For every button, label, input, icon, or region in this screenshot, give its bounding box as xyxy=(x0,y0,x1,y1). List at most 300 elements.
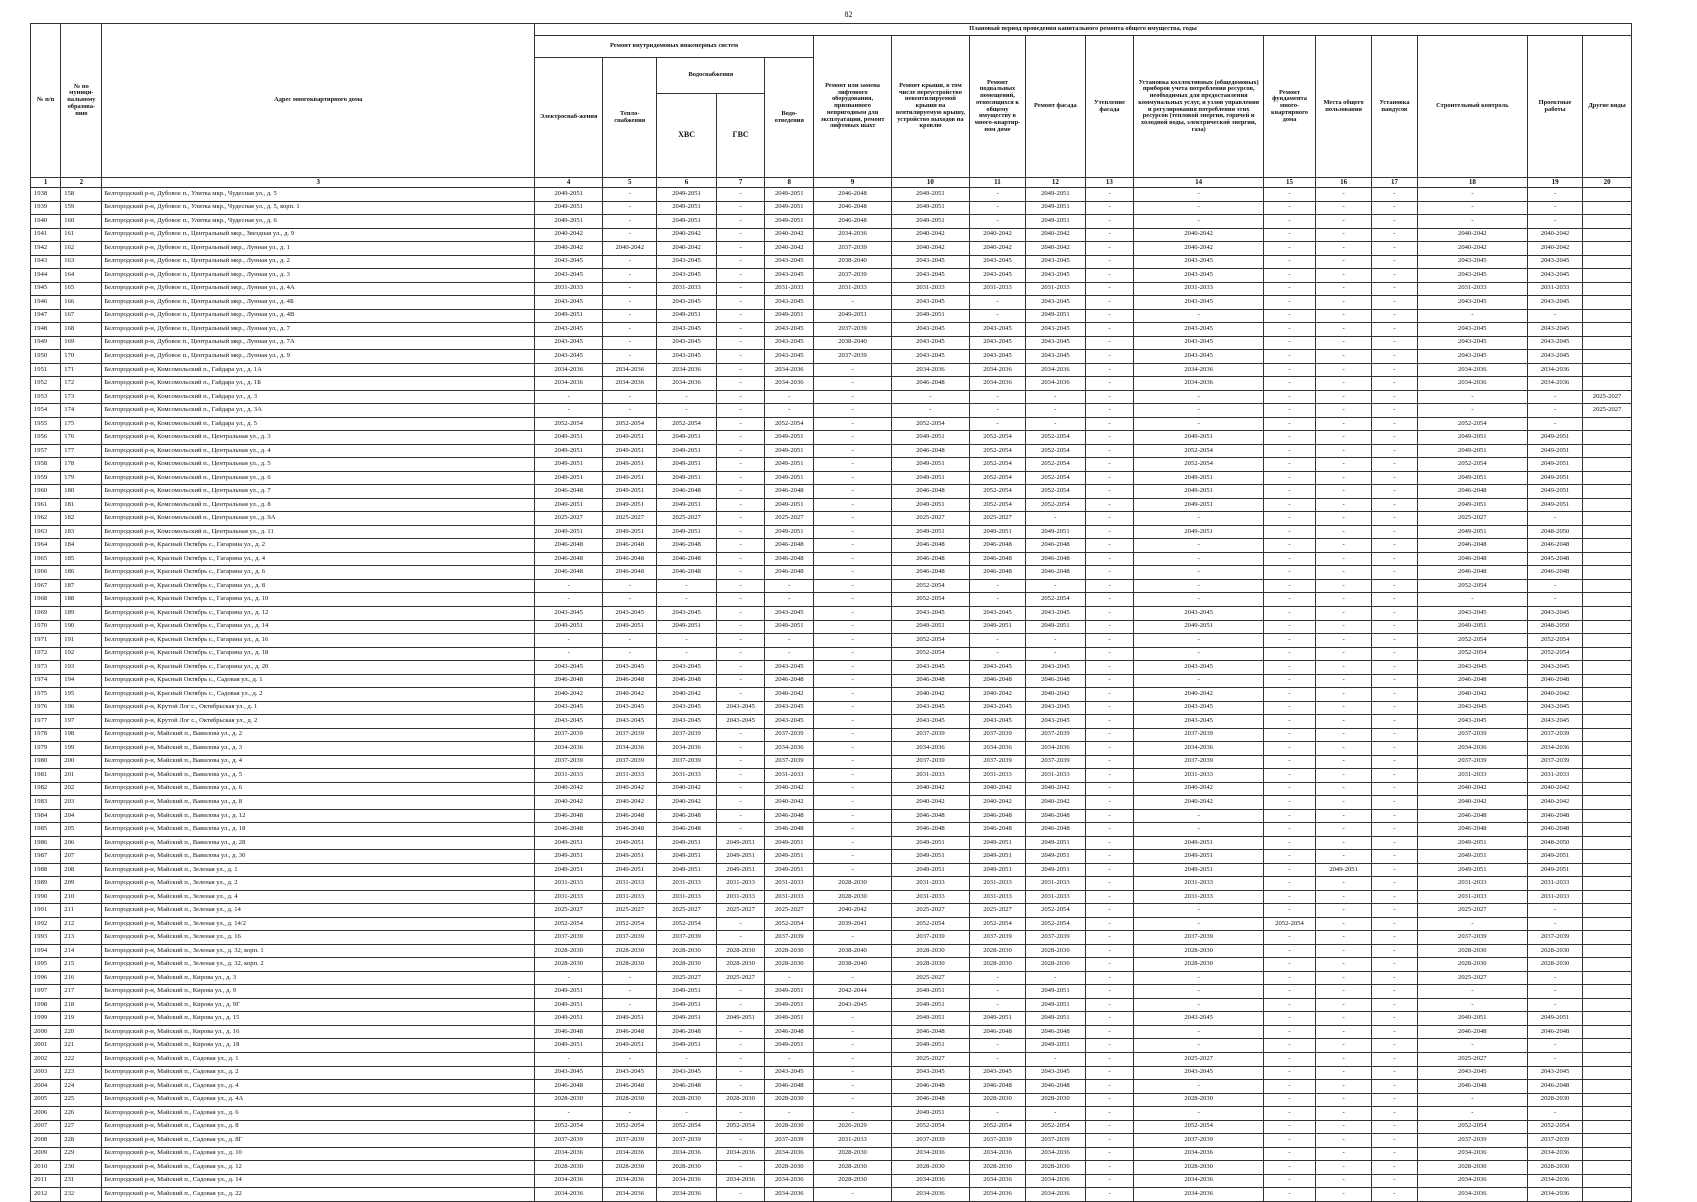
table-row xyxy=(31,688,1632,702)
table-cell: - xyxy=(1264,309,1316,323)
table-cell: - xyxy=(657,579,716,593)
table-cell: - xyxy=(1372,661,1417,675)
table-cell: 2028-2030 xyxy=(603,1093,657,1107)
table-cell: 2052-2054 xyxy=(969,1120,1025,1134)
table-cell: - xyxy=(1315,323,1371,337)
table-cell: - xyxy=(1372,823,1417,837)
table-cell: 1981 xyxy=(31,769,61,783)
table-cell: - xyxy=(969,404,1025,418)
table-cell: 2043-2045 xyxy=(1026,269,1085,283)
table-cell: - xyxy=(1264,796,1316,810)
table-cell: - xyxy=(1264,809,1316,823)
table-cell: 2049-2051 xyxy=(603,836,657,850)
table-cell: - xyxy=(1085,282,1134,296)
table-cell: - xyxy=(603,985,657,999)
table-cell: 164 xyxy=(61,269,102,283)
table-cell: - xyxy=(1372,539,1417,553)
table-cell: 2025-2027 xyxy=(657,512,716,526)
table-cell: 2037-2039 xyxy=(891,755,969,769)
table-cell: 2028-2030 xyxy=(1026,958,1085,972)
table-cell: - xyxy=(657,1053,716,1067)
table-row xyxy=(31,458,1632,472)
table-cell: 2043-2045 xyxy=(891,606,969,620)
table-cell: - xyxy=(1372,1039,1417,1053)
table-cell: - xyxy=(1085,458,1134,472)
table-cell: 2043-2045 xyxy=(1527,255,1582,269)
table-cell: - xyxy=(603,269,657,283)
table-cell: Белгородский р-н, Дубовое п., Улитка мкр., Чудесная ул., д. 5 xyxy=(102,188,535,202)
table-cell: 2040-2042 xyxy=(891,782,969,796)
table-cell: - xyxy=(716,539,765,553)
table-cell: - xyxy=(1315,836,1371,850)
table-cell: Белгородский р-н, Дубовое п., Центральный мкр., Лунная ул., д. 1 xyxy=(102,242,535,256)
table-cell: 2028-2030 xyxy=(657,958,716,972)
table-cell: 2034-2036 xyxy=(765,1174,814,1188)
table-cell: - xyxy=(814,458,892,472)
table-cell: 2046-2048 xyxy=(1026,1025,1085,1039)
table-cell: 2052-2054 xyxy=(1527,647,1582,661)
table-cell: 2034-2036 xyxy=(1527,1188,1582,1202)
table-cell: Белгородский р-н, Майский п., Вавилова ул., д. 28 xyxy=(102,836,535,850)
table-cell: - xyxy=(1264,485,1316,499)
table-cell: - xyxy=(1085,525,1134,539)
table-cell: - xyxy=(1085,552,1134,566)
table-cell: Белгородский р-н, Майский п., Зеленая ул., д. 2 xyxy=(102,877,535,891)
table-cell: - xyxy=(1085,1107,1134,1121)
column-number-row xyxy=(31,178,1632,188)
table-cell: 2006 xyxy=(31,1107,61,1121)
table-cell: - xyxy=(1134,1107,1264,1121)
table-cell: 2040-2042 xyxy=(765,242,814,256)
table-cell xyxy=(1583,661,1632,675)
table-cell: 2049-2051 xyxy=(891,998,969,1012)
table-cell: 1960 xyxy=(31,485,61,499)
table-cell: - xyxy=(1085,404,1134,418)
table-cell: 215 xyxy=(61,958,102,972)
table-cell: 2043-2045 xyxy=(891,323,969,337)
table-cell: 2049-2051 xyxy=(765,444,814,458)
table-cell: - xyxy=(814,498,892,512)
table-cell: 2049-2051 xyxy=(657,1012,716,1026)
table-cell: 2040-2042 xyxy=(1026,242,1085,256)
table-cell: 2028-2030 xyxy=(535,944,603,958)
table-cell: - xyxy=(1315,269,1371,283)
table-cell: - xyxy=(814,404,892,418)
table-cell xyxy=(1583,269,1632,283)
table-cell: 1991 xyxy=(31,904,61,918)
table-cell: - xyxy=(1315,1012,1371,1026)
table-cell: 1961 xyxy=(31,498,61,512)
table-cell: 170 xyxy=(61,350,102,364)
table-cell: - xyxy=(969,634,1025,648)
table-cell: - xyxy=(1264,606,1316,620)
table-cell: - xyxy=(1264,661,1316,675)
table-cell: 2046-2048 xyxy=(535,823,603,837)
table-cell: 2037-2039 xyxy=(535,728,603,742)
table-cell: - xyxy=(1264,404,1316,418)
table-cell xyxy=(1583,431,1632,445)
table-cell: Белгородский р-н, Майский п., Вавилова ул., д. 30 xyxy=(102,850,535,864)
header-basement: Ремонт подвальных помещений, относящихся к общему имуществу в много-квартир-ном доме xyxy=(969,36,1025,178)
table-cell: 2031-2033 xyxy=(891,282,969,296)
table-cell: 2049-2051 xyxy=(535,444,603,458)
table-cell: 2049-2051 xyxy=(1026,850,1085,864)
table-row xyxy=(31,620,1632,634)
table-cell: 1978 xyxy=(31,728,61,742)
table-cell: - xyxy=(535,404,603,418)
table-cell: 2046-2048 xyxy=(1026,809,1085,823)
table-cell: 218 xyxy=(61,998,102,1012)
table-cell: - xyxy=(1372,1053,1417,1067)
table-cell: 2034-2036 xyxy=(603,377,657,391)
table-cell: 2028-2030 xyxy=(814,1161,892,1175)
table-cell: 2037-2039 xyxy=(765,1134,814,1148)
table-cell: - xyxy=(1085,593,1134,607)
table-cell: 2049-2051 xyxy=(657,188,716,202)
table-cell: 2040-2042 xyxy=(1134,688,1264,702)
header-lift: Ремонт или замена лифтового оборудования, признанного непригодным для эксплуатации, ремонт лифтовых шахт xyxy=(814,36,892,178)
table-cell: 1952 xyxy=(31,377,61,391)
table-cell: 1966 xyxy=(31,566,61,580)
table-cell: 2049-2051 xyxy=(716,863,765,877)
table-cell: 2037-2039 xyxy=(535,1134,603,1148)
table-cell: 2049-2051 xyxy=(535,471,603,485)
table-cell xyxy=(1583,823,1632,837)
table-cell: 2049-2051 xyxy=(765,1012,814,1026)
table-cell: - xyxy=(603,404,657,418)
table-cell: - xyxy=(1264,1066,1316,1080)
table-cell: 2046-2048 xyxy=(891,1093,969,1107)
table-cell: - xyxy=(1085,796,1134,810)
table-cell: 2046-2048 xyxy=(535,552,603,566)
table-cell: 2031-2033 xyxy=(1134,282,1264,296)
table-cell: 186 xyxy=(61,566,102,580)
table-cell: 2025-2027 xyxy=(657,971,716,985)
table-cell: - xyxy=(716,282,765,296)
table-cell: 2040-2042 xyxy=(657,228,716,242)
table-cell: 168 xyxy=(61,323,102,337)
table-cell: 2046-2048 xyxy=(891,1025,969,1039)
table-cell: - xyxy=(1527,917,1582,931)
table-cell: 2049-2051 xyxy=(1134,850,1264,864)
table-cell: - xyxy=(1315,634,1371,648)
table-cell: 194 xyxy=(61,674,102,688)
table-cell: - xyxy=(603,390,657,404)
table-cell: 2043-2045 xyxy=(969,661,1025,675)
table-cell: 222 xyxy=(61,1053,102,1067)
table-cell: - xyxy=(1315,201,1371,215)
table-cell: 2046-2048 xyxy=(765,809,814,823)
table-cell: 2052-2054 xyxy=(969,431,1025,445)
table-cell: - xyxy=(1085,998,1134,1012)
table-cell: 2043-2045 xyxy=(1417,255,1527,269)
table-cell: - xyxy=(1264,188,1316,202)
table-cell: 2052-2054 xyxy=(1134,458,1264,472)
table-cell: 2043-2045 xyxy=(1026,701,1085,715)
table-cell: 1975 xyxy=(31,688,61,702)
table-cell: 198 xyxy=(61,728,102,742)
table-cell: Белгородский р-н, Майский п., Зеленая ул., д. 4 xyxy=(102,890,535,904)
table-cell: 2052-2054 xyxy=(535,417,603,431)
table-cell: - xyxy=(716,1188,765,1202)
table-cell: - xyxy=(603,998,657,1012)
table-cell: 2034-2036 xyxy=(969,1188,1025,1202)
column-number: 1 xyxy=(31,178,61,188)
table-cell: 2049-2051 xyxy=(969,1012,1025,1026)
column-number: 6 xyxy=(657,178,716,188)
table-row xyxy=(31,728,1632,742)
table-cell: - xyxy=(716,228,765,242)
table-cell: 2028-2030 xyxy=(1134,958,1264,972)
table-cell: - xyxy=(716,647,765,661)
table-cell: 2046-2048 xyxy=(657,485,716,499)
table-cell: 2049-2051 xyxy=(1417,620,1527,634)
table-cell: 2037-2039 xyxy=(969,728,1025,742)
table-cell: 2049-2051 xyxy=(1026,525,1085,539)
table-cell: 189 xyxy=(61,606,102,620)
table-cell: - xyxy=(1085,350,1134,364)
table-cell: 2031-2033 xyxy=(969,877,1025,891)
table-cell: - xyxy=(814,823,892,837)
table-cell: 2043-2045 xyxy=(1026,715,1085,729)
table-cell: 2043-2045 xyxy=(1026,1066,1085,1080)
table-cell: 2028-2030 xyxy=(814,890,892,904)
table-cell: - xyxy=(716,1066,765,1080)
table-cell: 2040-2042 xyxy=(969,242,1025,256)
table-row xyxy=(31,1134,1632,1148)
table-cell: 2025-2027 xyxy=(1417,1053,1527,1067)
table-cell: - xyxy=(1315,1080,1371,1094)
table-cell: - xyxy=(1085,863,1134,877)
table-cell: 2028-2030 xyxy=(969,958,1025,972)
table-cell xyxy=(1583,512,1632,526)
table-cell: 2049-2051 xyxy=(657,525,716,539)
table-cell: - xyxy=(814,471,892,485)
table-cell: 2046-2048 xyxy=(657,1080,716,1094)
table-cell: - xyxy=(1315,485,1371,499)
table-cell: Белгородский р-н, Майский п., Кирова ул., д. 15 xyxy=(102,1012,535,1026)
table-cell: - xyxy=(1085,1080,1134,1094)
table-cell: 1946 xyxy=(31,296,61,310)
table-cell: 2049-2051 xyxy=(535,620,603,634)
table-cell xyxy=(1583,674,1632,688)
table-cell: 2049-2051 xyxy=(1527,850,1582,864)
table-row xyxy=(31,1120,1632,1134)
table-cell: - xyxy=(1315,566,1371,580)
table-cell: 2046-2048 xyxy=(603,809,657,823)
table-cell: - xyxy=(1372,255,1417,269)
table-row xyxy=(31,1188,1632,1202)
table-cell: - xyxy=(1264,431,1316,445)
table-cell: Белгородский р-н, Майский п., Зеленая ул., д. 16 xyxy=(102,931,535,945)
table-cell: - xyxy=(1372,269,1417,283)
table-cell: - xyxy=(765,647,814,661)
table-cell: - xyxy=(1264,863,1316,877)
table-cell: 2049-2051 xyxy=(603,471,657,485)
table-cell: 2028-2030 xyxy=(1134,1093,1264,1107)
table-cell: - xyxy=(1085,917,1134,931)
table-cell: 2049-2051 xyxy=(657,836,716,850)
table-cell: - xyxy=(1372,498,1417,512)
header-common-areas: Места общего пользования xyxy=(1315,36,1371,178)
table-cell: - xyxy=(1264,1093,1316,1107)
table-cell: 2049-2051 xyxy=(891,525,969,539)
table-cell: 174 xyxy=(61,404,102,418)
table-row xyxy=(31,917,1632,931)
table-cell: 2028-2030 xyxy=(1527,1093,1582,1107)
table-cell: 2046-2048 xyxy=(1527,809,1582,823)
table-cell: 2052-2054 xyxy=(969,458,1025,472)
table-cell: - xyxy=(1264,512,1316,526)
table-cell: 2034-2036 xyxy=(891,1188,969,1202)
table-cell: 2049-2051 xyxy=(1527,444,1582,458)
table-cell: - xyxy=(716,552,765,566)
table-cell: - xyxy=(1264,944,1316,958)
table-cell: - xyxy=(1134,917,1264,931)
table-cell: - xyxy=(1264,525,1316,539)
table-cell: 2037-2039 xyxy=(814,242,892,256)
table-cell: 2046-2048 xyxy=(1417,485,1527,499)
table-cell: 2037-2039 xyxy=(1417,931,1527,945)
table-cell: 2043-2045 xyxy=(1527,1066,1582,1080)
table-cell: Белгородский р-н, Майский п., Зеленая ул., д. 14 xyxy=(102,904,535,918)
table-cell: 2031-2033 xyxy=(535,877,603,891)
table-cell: 160 xyxy=(61,215,102,229)
table-cell: 2049-2051 xyxy=(603,1012,657,1026)
table-cell: 197 xyxy=(61,715,102,729)
table-cell: 2034-2036 xyxy=(603,1147,657,1161)
table-cell: - xyxy=(716,593,765,607)
table-cell: 2034-2036 xyxy=(1527,363,1582,377)
table-cell: - xyxy=(1134,823,1264,837)
table-cell: 2049-2051 xyxy=(1026,863,1085,877)
table-cell: 2049-2051 xyxy=(603,458,657,472)
table-cell: 2037-2039 xyxy=(1134,728,1264,742)
table-cell: - xyxy=(1134,579,1264,593)
table-cell: - xyxy=(1372,701,1417,715)
table-cell: - xyxy=(603,296,657,310)
table-cell: - xyxy=(657,647,716,661)
table-cell: - xyxy=(1264,350,1316,364)
table-cell: 2052-2054 xyxy=(1264,917,1316,931)
table-cell xyxy=(1583,944,1632,958)
table-cell: - xyxy=(1527,188,1582,202)
table-cell: - xyxy=(1315,809,1371,823)
table-cell: - xyxy=(1372,1066,1417,1080)
table-cell: 2046-2048 xyxy=(969,823,1025,837)
table-cell: 1949 xyxy=(31,336,61,350)
table-cell: 2046-2048 xyxy=(765,539,814,553)
table-cell xyxy=(1583,566,1632,580)
table-cell: - xyxy=(1372,579,1417,593)
table-cell: - xyxy=(1372,404,1417,418)
table-cell: - xyxy=(716,1080,765,1094)
table-cell: - xyxy=(1085,647,1134,661)
table-cell: - xyxy=(814,674,892,688)
table-cell: - xyxy=(1315,1174,1371,1188)
table-cell: Белгородский р-н, Красный Октябрь с., Гагарина ул., д. 12 xyxy=(102,606,535,620)
table-cell: - xyxy=(1264,674,1316,688)
table-cell: Белгородский р-н, Дубовое п., Улитка мкр., Чудесная ул., д. 6 xyxy=(102,215,535,229)
table-cell: 216 xyxy=(61,971,102,985)
table-cell: 2049-2051 xyxy=(603,525,657,539)
table-cell: 2043-2045 xyxy=(1134,323,1264,337)
table-cell: - xyxy=(1527,593,1582,607)
table-cell: 2034-2036 xyxy=(1026,377,1085,391)
table-cell: - xyxy=(1372,944,1417,958)
table-cell: - xyxy=(603,971,657,985)
table-cell: - xyxy=(1372,431,1417,445)
table-cell: 2049-2051 xyxy=(1527,863,1582,877)
table-cell: 2046-2048 xyxy=(969,1025,1025,1039)
table-cell: - xyxy=(1085,323,1134,337)
table-cell: - xyxy=(716,674,765,688)
table-cell: - xyxy=(1315,661,1371,675)
table-cell: 2043-2045 xyxy=(969,255,1025,269)
table-cell: - xyxy=(716,458,765,472)
table-cell: - xyxy=(1315,188,1371,202)
table-cell: 2009 xyxy=(31,1147,61,1161)
table-cell: 2040-2042 xyxy=(1134,228,1264,242)
table-cell: 2049-2051 xyxy=(1417,471,1527,485)
table-cell: 2052-2054 xyxy=(891,593,969,607)
table-cell: 2046-2048 xyxy=(535,674,603,688)
table-cell: - xyxy=(1085,661,1134,675)
table-cell: - xyxy=(1315,552,1371,566)
table-cell: - xyxy=(1372,201,1417,215)
table-cell: - xyxy=(1085,390,1134,404)
table-cell: 1983 xyxy=(31,796,61,810)
table-cell: 196 xyxy=(61,701,102,715)
table-cell: - xyxy=(603,336,657,350)
table-cell xyxy=(1583,525,1632,539)
table-cell: - xyxy=(716,931,765,945)
table-cell: 2012 xyxy=(31,1188,61,1202)
table-cell: 2043-2045 xyxy=(1134,269,1264,283)
table-cell: 2043-2045 xyxy=(1527,296,1582,310)
table-cell: - xyxy=(1372,755,1417,769)
table-cell: 2025-2027 xyxy=(765,512,814,526)
table-cell: 2037-2039 xyxy=(657,1134,716,1148)
table-cell: - xyxy=(1315,674,1371,688)
table-cell: - xyxy=(1085,566,1134,580)
table-cell: 2028-2030 xyxy=(603,958,657,972)
table-cell: 2031-2033 xyxy=(657,769,716,783)
table-cell xyxy=(1583,1134,1632,1148)
table-cell: - xyxy=(1372,998,1417,1012)
table-cell: 2031-2033 xyxy=(969,890,1025,904)
table-cell: 2046-2048 xyxy=(891,552,969,566)
table-cell: - xyxy=(814,390,892,404)
table-cell: 2046-2048 xyxy=(969,552,1025,566)
table-cell: 2049-2051 xyxy=(1527,471,1582,485)
table-cell: - xyxy=(1372,809,1417,823)
table-cell: 2031-2033 xyxy=(765,890,814,904)
table-cell: 2049-2051 xyxy=(603,498,657,512)
table-cell: 2049-2051 xyxy=(765,471,814,485)
table-cell: - xyxy=(1264,620,1316,634)
table-cell: 2028-2030 xyxy=(603,944,657,958)
table-cell: 2031-2033 xyxy=(535,282,603,296)
table-cell: 2049-2051 xyxy=(657,998,716,1012)
table-cell xyxy=(1583,1080,1632,1094)
table-cell: 2046-2048 xyxy=(765,823,814,837)
table-cell: 2046-2048 xyxy=(765,566,814,580)
table-cell: 2049-2051 xyxy=(891,850,969,864)
table-cell: - xyxy=(1085,985,1134,999)
table-cell xyxy=(1583,863,1632,877)
table-cell: 188 xyxy=(61,593,102,607)
